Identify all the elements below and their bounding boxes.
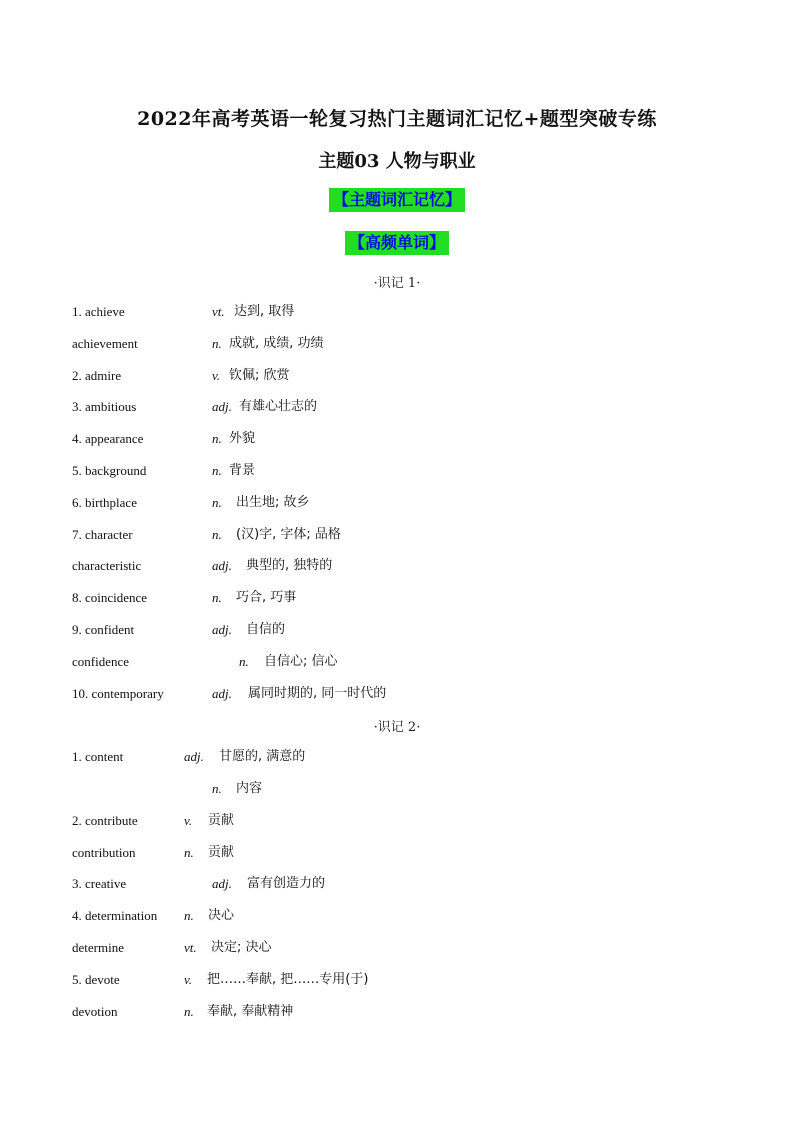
vocab-word: confidence [72, 654, 130, 669]
vocab-word: devotion [72, 1004, 118, 1019]
vocab-pos: n. [212, 781, 222, 796]
section-label: ·识记 2· [373, 720, 421, 735]
high-frequency-words-tag: 【高频单词】 [345, 231, 449, 255]
vocab-word: 2. contribute [72, 813, 138, 828]
document-title: 2022年高考英语一轮复习热门主题词汇记忆+题型突破专练 [137, 108, 657, 130]
vocab-word: 6. birthplace [72, 495, 137, 510]
vocab-pos: adj. [212, 558, 232, 573]
document-subtitle: 主题03 人物与职业 [318, 151, 476, 172]
vocab-pos: vt. [184, 940, 197, 955]
vocab-pos: n. [212, 590, 222, 605]
vocab-meaning: 决心 [208, 908, 235, 923]
vocab-pos: n. [212, 431, 222, 446]
vocab-meaning: 贡献 [208, 845, 235, 860]
vocab-pos: adj. [212, 876, 232, 891]
vocab-pos: n. [239, 654, 249, 669]
vocab-meaning: 把……奉献, 把……专用(于) [207, 972, 369, 987]
vocab-meaning: 典型的, 独特的 [246, 558, 333, 573]
vocab-pos: adj. [212, 622, 232, 637]
vocab-pos: adj. [184, 749, 204, 764]
vocab-word: 4. determination [72, 908, 158, 923]
vocab-meaning: (汉)字, 字体; 品格 [236, 527, 341, 542]
vocab-word: 1. content [72, 749, 124, 764]
vocab-meaning: 出生地; 故乡 [236, 495, 310, 510]
vocab-pos: vt. [212, 304, 225, 319]
vocab-meaning: 属同时期的, 同一时代的 [248, 686, 387, 701]
vocab-meaning: 富有创造力的 [247, 876, 326, 891]
vocab-pos: v. [184, 813, 193, 828]
vocab-meaning: 自信的 [246, 622, 286, 637]
vocab-meaning: 达到, 取得 [234, 304, 295, 319]
vocab-pos: n. [184, 1004, 194, 1019]
vocab-word: 5. background [72, 463, 147, 478]
vocab-pos: n. [212, 463, 222, 478]
vocab-meaning: 奉献, 奉献精神 [207, 1004, 294, 1019]
vocab-meaning: 成就, 成绩, 功绩 [229, 336, 324, 351]
vocab-word: 7. character [72, 527, 133, 542]
vocab-word: contribution [72, 845, 136, 860]
vocab-meaning: 内容 [236, 781, 263, 796]
vocab-pos: n. [212, 495, 222, 510]
vocab-word: achievement [72, 336, 138, 351]
vocab-pos: v. [184, 972, 193, 987]
vocab-pos: adj. [212, 686, 232, 701]
vocab-pos: v. [212, 368, 221, 383]
vocab-meaning: 贡献 [208, 813, 235, 828]
vocab-meaning: 巧合, 巧事 [236, 590, 297, 605]
vocab-pos: adj. [212, 399, 232, 414]
vocab-pos: n. [184, 845, 194, 860]
vocab-meaning: 有雄心壮志的 [239, 399, 318, 414]
vocab-meaning: 决定; 决心 [211, 940, 272, 955]
vocab-word: 3. ambitious [72, 399, 137, 414]
vocab-word: 4. appearance [72, 431, 144, 446]
vocab-meaning: 外貌 [229, 431, 256, 446]
vocab-word: 3. creative [72, 876, 127, 891]
vocab-pos: n. [184, 908, 194, 923]
vocab-word: determine [72, 940, 124, 955]
vocab-word: 9. confident [72, 622, 135, 637]
vocab-word: characteristic [72, 558, 142, 573]
vocab-meaning: 甘愿的, 满意的 [219, 749, 306, 764]
vocab-meaning: 背景 [229, 463, 256, 478]
topic-vocabulary-tag: 【主题词汇记忆】 [329, 188, 465, 212]
vocab-meaning: 自信心; 信心 [264, 654, 338, 669]
vocab-word: 2. admire [72, 368, 122, 383]
vocab-word: 1. achieve [72, 304, 125, 319]
vocab-word: 5. devote [72, 972, 120, 987]
vocab-word: 8. coincidence [72, 590, 148, 605]
vocab-pos: n. [212, 527, 222, 542]
vocab-meaning: 钦佩; 欣赏 [229, 368, 290, 383]
vocab-word: 10. contemporary [72, 686, 164, 701]
vocab-pos: n. [212, 336, 222, 351]
section-label: ·识记 1· [373, 276, 421, 291]
